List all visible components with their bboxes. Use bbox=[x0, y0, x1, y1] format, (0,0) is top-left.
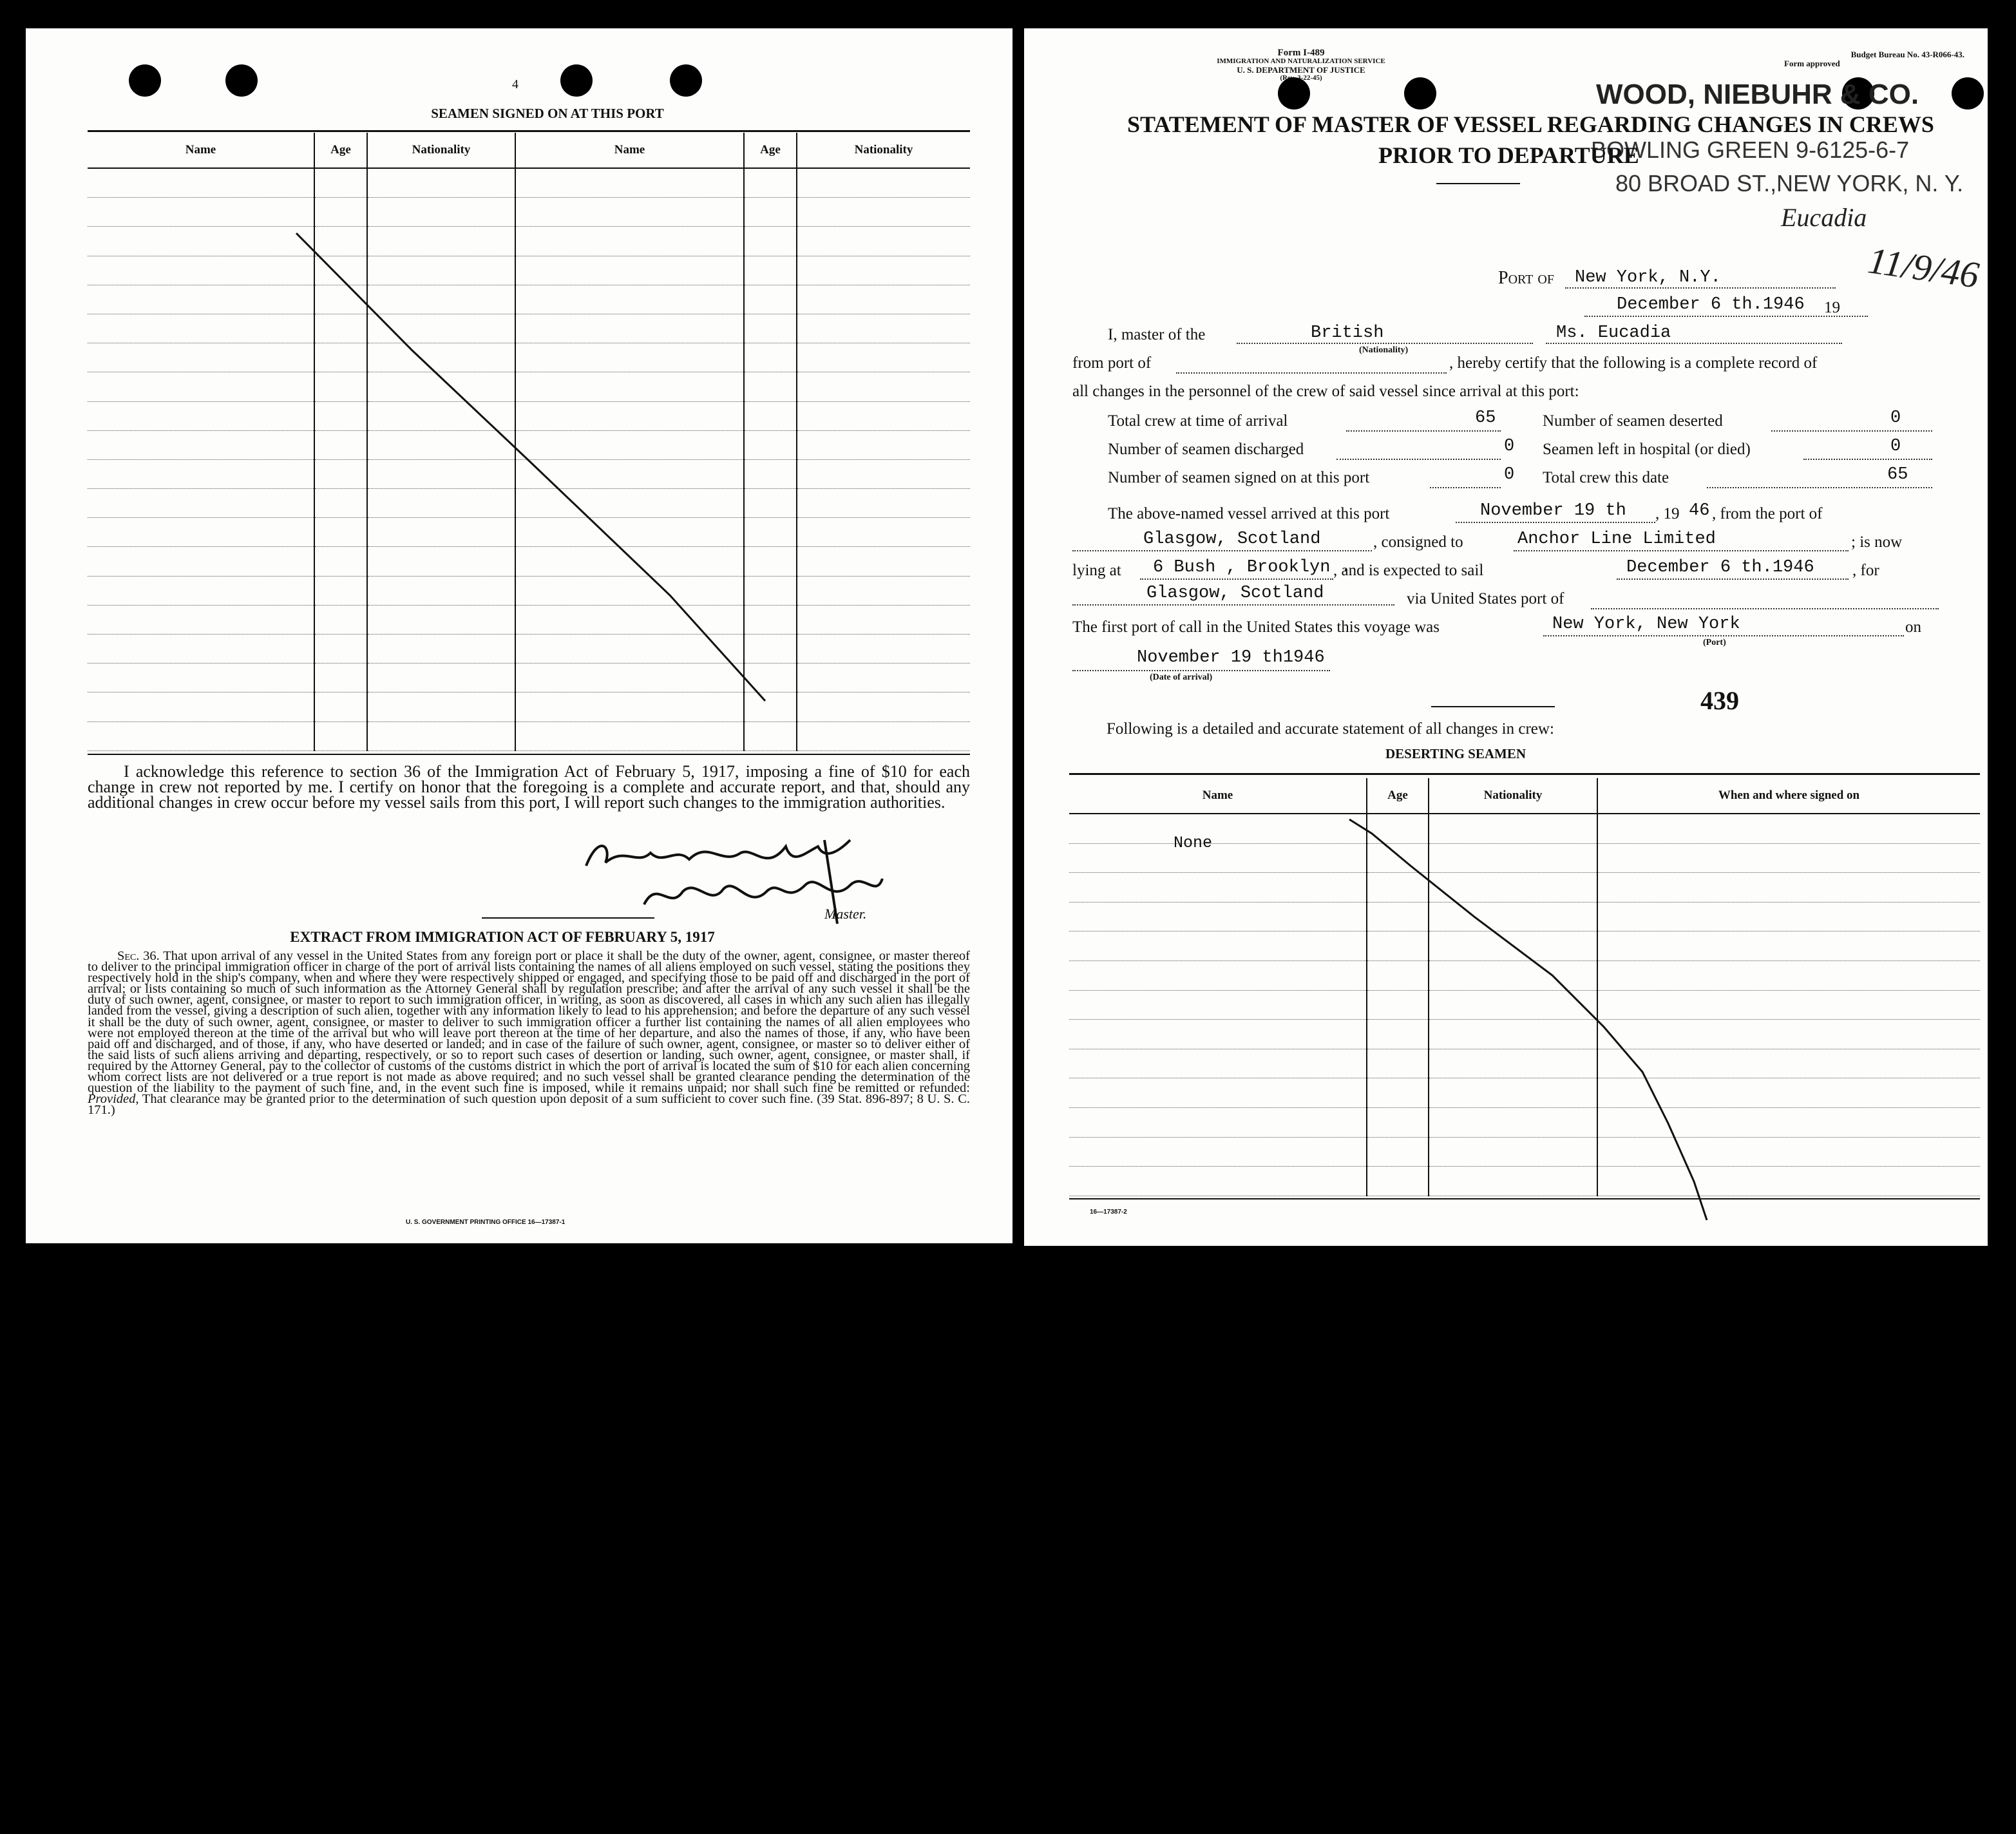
port-caption: (Port) bbox=[1703, 638, 1726, 647]
agency-2: U. S. DEPARTMENT OF JUSTICE bbox=[1237, 65, 1365, 75]
master-label: Master. bbox=[824, 906, 867, 922]
port-of-value: New York, N.Y. bbox=[1575, 268, 1721, 287]
arrived-year: 46 bbox=[1689, 501, 1710, 521]
arrival-date-value: November 19 th1946 bbox=[1137, 648, 1325, 667]
form-number: Form I-489 bbox=[1277, 48, 1325, 58]
serial-number: 439 bbox=[1700, 686, 1739, 715]
form-approved: Form approved bbox=[1784, 59, 1840, 68]
signed-on-title: SEAMEN SIGNED ON AT THIS PORT bbox=[431, 106, 664, 121]
consigned-value: Anchor Line Limited bbox=[1517, 530, 1716, 549]
lying-label: lying at bbox=[1072, 562, 1121, 579]
deserting-entry: None bbox=[1174, 834, 1213, 852]
left-page bbox=[26, 28, 1013, 1243]
hospital: 0 bbox=[1890, 437, 1901, 456]
first-port-value: New York, New York bbox=[1552, 615, 1740, 634]
stamp-city: NEW YORK, N. Y. bbox=[1776, 170, 1964, 196]
nationality-value: British bbox=[1311, 323, 1384, 343]
vessel-value: Ms. Eucadia bbox=[1556, 323, 1671, 343]
expected-label: , and is expected to sail bbox=[1333, 562, 1484, 579]
deserted-label: Number of seamen deserted bbox=[1543, 412, 1723, 430]
lying-value: 6 Bush , Brooklyn . bbox=[1153, 558, 1351, 577]
handwritten-vessel: Eucadia bbox=[1781, 203, 1867, 232]
on-label: on bbox=[1905, 618, 1921, 636]
right-page bbox=[1024, 28, 1988, 1246]
arrived-year-prefix: , 19 bbox=[1655, 505, 1680, 522]
handwritten-date: 11/9/46 bbox=[1865, 239, 1982, 296]
for-label: , for bbox=[1852, 562, 1879, 579]
from-port-label: from port of bbox=[1072, 354, 1152, 372]
certify-text: , hereby certify that the following is a complete record of bbox=[1449, 354, 1818, 372]
port-of-label: Port of bbox=[1498, 268, 1554, 288]
stamp-phone: BOWLING GREEN 9-6125-6-7 bbox=[1591, 137, 1910, 163]
section-tail: That clearance may be granted prior to the determination of such question upon deposit of a sum sufficient to cover such fine. (39 Stat. 896-897; 8 U. S. C. 171.) bbox=[88, 1092, 970, 1118]
discharged-label: Number of seamen discharged bbox=[1108, 441, 1304, 458]
discharged: 0 bbox=[1504, 437, 1515, 456]
extract-title: EXTRACT FROM IMMIGRATION ACT OF FEBRUARY 5, 1917 bbox=[290, 929, 715, 945]
col-name: Name bbox=[1069, 778, 1367, 814]
from-port-value: Glasgow, Scotland bbox=[1143, 530, 1321, 549]
for-value: Glasgow, Scotland bbox=[1146, 584, 1324, 603]
budget-bureau: Budget Bureau No. 43-R066-43. bbox=[1850, 50, 1964, 59]
title-line-1: STATEMENT OF MASTER OF VESSEL REGARDING CHANGES IN CREWS bbox=[1127, 111, 1934, 137]
arrival-date-caption: (Date of arrival) bbox=[1150, 673, 1213, 682]
total-crew-date: 65 bbox=[1887, 465, 1908, 484]
col-name: Name bbox=[88, 133, 314, 168]
deserted: 0 bbox=[1890, 408, 1901, 428]
col-age: Age bbox=[314, 133, 367, 168]
signed-on: 0 bbox=[1504, 465, 1515, 484]
from-port-of-label: , from the port of bbox=[1712, 505, 1823, 522]
certify-text-2: all changes in the personnel of the crew of said vessel since arrival at this port: bbox=[1072, 383, 1579, 400]
following-text: Following is a detailed and accurate statement of all changes in crew: bbox=[1107, 720, 1554, 738]
date-suffix: 19 bbox=[1824, 299, 1840, 316]
provided-word: Provided, bbox=[88, 1092, 139, 1107]
signed-on-label: Number of seamen signed on at this port bbox=[1108, 469, 1370, 486]
printer-imprint: U. S. GOVERNMENT PRINTING OFFICE 16—17387-1 bbox=[406, 1219, 566, 1226]
agency-1: IMMIGRATION AND NATURALIZATION SERVICE bbox=[1217, 57, 1385, 65]
stamp-company: WOOD, NIEBUHR & CO. bbox=[1596, 79, 1919, 110]
col-nationality-2: Nationality bbox=[797, 133, 970, 168]
consigned-label: , consigned to bbox=[1373, 533, 1463, 551]
col-when-where: When and where signed on bbox=[1597, 778, 1980, 814]
stamp-address: 80 BROAD ST., bbox=[1615, 170, 1777, 196]
revision: (Rev. 3-22-45) bbox=[1280, 74, 1322, 82]
master-of-label: I, master of the bbox=[1108, 326, 1206, 343]
title-line-2: PRIOR TO DEPARTURE bbox=[1378, 142, 1639, 168]
col-nationality: Nationality bbox=[1429, 778, 1597, 814]
col-age-2: Age bbox=[744, 133, 797, 168]
section-body: That upon arrival of any vessel in the United States from any foreign port or place it shall be the duty of the owner, agent, consignee, or master thereof to deliver to the principal immigration officer in charge of the port of arrival lists containing the names of all aliens employed on such vessel, stating the positions they respectively hold in the ship's company, when and where they were respectively shipped or engaged, and specifying those to be paid off and discharged in the port of arrival; or lists containing so much of such information as the Attorney General shall by regulation prescribe; and after the arrival of any such vessel it shall be the duty of such owner, agent, consignee, or master to report to such immigration officer, in writing, as soon as discovered, all cases in which any such alien has illegally landed from the vessel, giving a description of such alien, together with any information likely to lead to his apprehension; and before the departure of any such vessel it shall be the duty of such owner, agent, consignee, or master to deliver to such immigration officer a further list containing the names of all alien employees who were not employed thereon at the time of the arrival but who will leave port thereon at the time of her departure, and also the names of those, if any, who have been paid off and discharged, and of those, if any, who have deserted or landed; and in case of the failure of such owner, agent, consignee, or master so to deliver either of the said lists of such aliens arriving and departing, respectively, or so to report such cases of desertion or landing, such owner, agent, consignee, or master shall, if required by the Attorney General, pay to the collector of customs of the customs district in which the port of arrival is located the sum of $10 for each alien concerning whom correct lists are not delivered or a true report is not made as above required; and no such vessel shall be granted clearance pending the determination of the question of the liability to the payment of such fine, and, in the event such fine is imposed, while it remains unpaid; nor shall such fine be remitted or refunded: bbox=[88, 949, 970, 1096]
printer-imprint: 16—17387-2 bbox=[1090, 1208, 1127, 1216]
is-now-label: ; is now bbox=[1851, 533, 1903, 551]
strike-through-line bbox=[1024, 28, 1988, 1246]
section-36-text bbox=[88, 951, 970, 1116]
total-crew-date-label: Total crew this date bbox=[1543, 469, 1669, 486]
col-nationality: Nationality bbox=[367, 133, 515, 168]
col-age: Age bbox=[1367, 778, 1429, 814]
arrived-value: November 19 th bbox=[1480, 501, 1626, 521]
signature-line bbox=[482, 917, 654, 919]
col-name-2: Name bbox=[515, 133, 744, 168]
acknowledgement-text: I acknowledge this reference to section 36 of the Immigration Act of February 5, 1917, imposing a fine of $10 for each change in crew not reported by me. I certify on honor that the foregoing is a complete and accurate report, and that, should any additional changes in crew occur before my vessel sails from this port, I will report such changes to the immigration authorities. bbox=[88, 762, 970, 812]
nationality-caption: (Nationality) bbox=[1359, 345, 1409, 355]
date-value: December 6 th.1946 bbox=[1617, 295, 1805, 314]
page-number: 4 bbox=[512, 77, 518, 91]
hospital-label: Seamen left in hospital (or died) bbox=[1543, 441, 1751, 458]
section-label: Sec. 36. bbox=[117, 949, 160, 963]
first-port-label: The first port of call in the United States this voyage was bbox=[1072, 618, 1440, 636]
strike-through-line bbox=[26, 28, 1013, 801]
arrived-label: The above-named vessel arrived at this port bbox=[1108, 505, 1390, 522]
via-label: via United States port of bbox=[1407, 590, 1564, 607]
total-crew-arrival: 65 bbox=[1475, 408, 1496, 428]
deserting-title: DESERTING SEAMEN bbox=[1385, 746, 1526, 761]
total-crew-arrival-label: Total crew at time of arrival bbox=[1108, 412, 1288, 430]
expected-value: December 6 th.1946 bbox=[1626, 558, 1814, 577]
